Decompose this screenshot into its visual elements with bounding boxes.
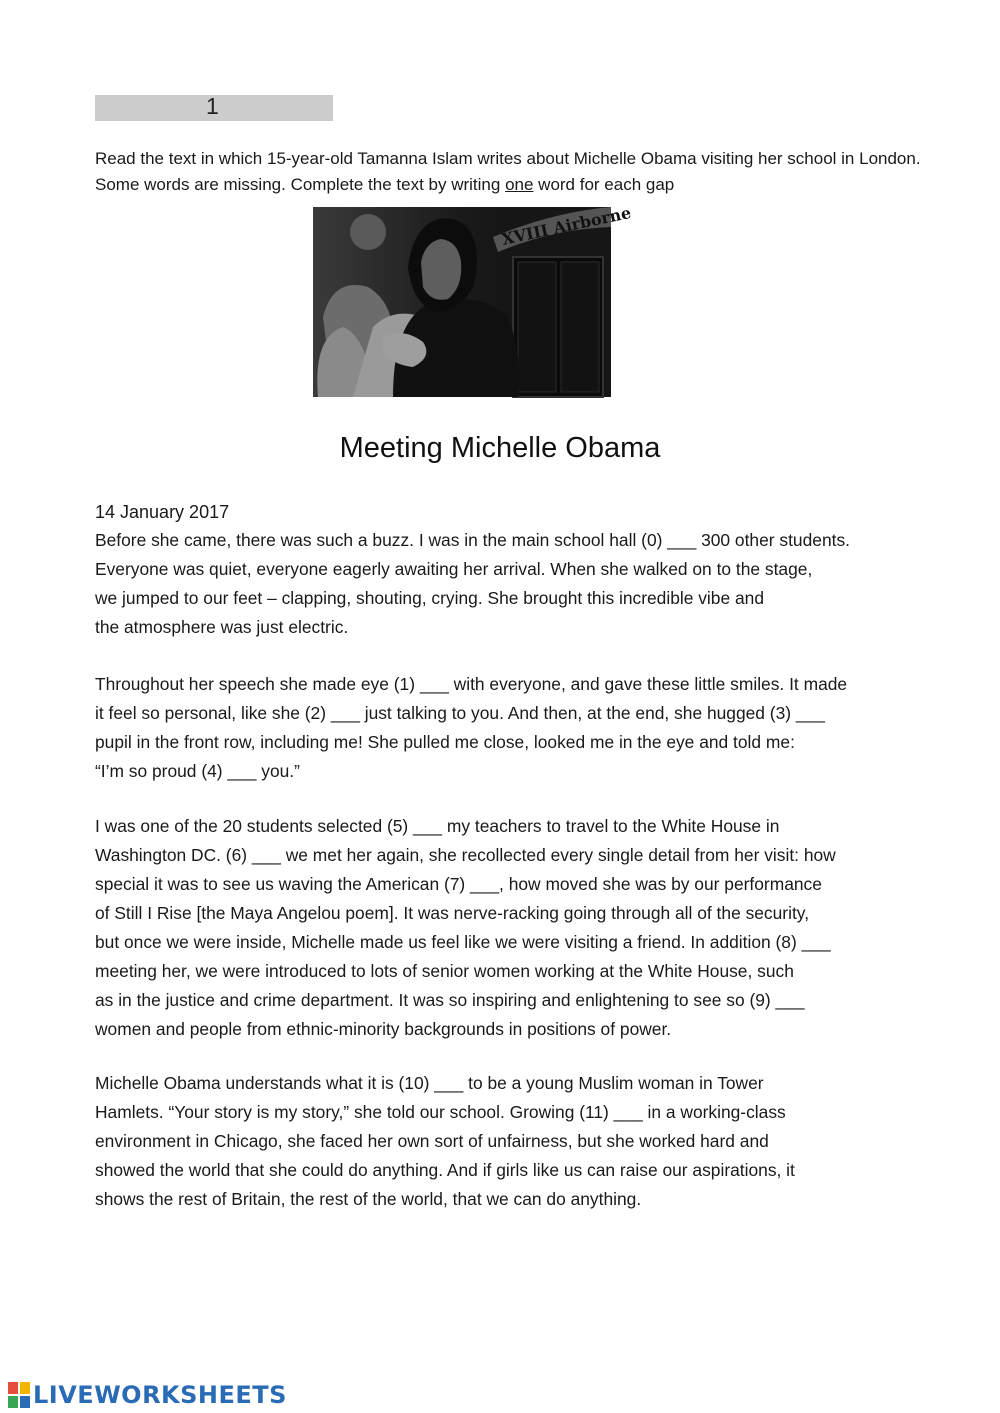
text-line: Hamlets. “Your story is my story,” she told our school. Growing (11) ___ in a working-class [95,1102,786,1122]
instructions: Read the text in which 15-year-old Tamanna Islam writes about Michelle Obama visiting her school in London. Some words are missing. Complete the text by writing one word for each gap [95,149,921,194]
text-line: environment in Chicago, she faced her own sort of unfairness, but she worked hard and [95,1131,769,1151]
text-line: “I’m so proud (4) ___ you.” [95,761,300,781]
logo-block [20,1396,30,1408]
logo-block [20,1382,30,1394]
text-line: meeting her, we were introduced to lots of senior women working at the White House, such [95,961,794,981]
text-line: but once we were inside, Michelle made us feel like we were visiting a friend. In addition (8) ___ [95,932,831,952]
exercise-number-box [95,95,333,121]
logo-blocks-icon [8,1382,30,1408]
logo-block [8,1396,18,1408]
paragraph-3 [95,812,925,1044]
text-line: Everyone was quiet, everyone eagerly awaiting her arrival. When she walked on to the stage, [95,559,813,579]
michelle-obama-photo [313,202,633,397]
paragraph-1 [95,526,925,642]
text-line: of Still I Rise [the Maya Angelou poem]. It was nerve-racking going through all of the security, [95,903,810,923]
text-line: women and people from ethnic-minority backgrounds in positions of power. [95,1019,672,1039]
text-line: Washington DC. (6) ___ we met her again, she recollected every single detail from her visit: how [95,845,836,865]
paragraph-4 [95,1069,925,1214]
article-date: 14 January 2017 [95,502,230,522]
text-line: it feel so personal, like she (2) ___ just talking to you. And then, at the end, she hugged (3) ___ [95,703,825,723]
logo-block [8,1382,18,1394]
text-line: we jumped to our feet – clapping, shouting, crying. She brought this incredible vibe and [95,588,764,608]
article-title: Meeting Michelle Obama [339,432,661,464]
exercise-number: 1 [206,93,219,119]
sign-text: XVIII Airborne [499,202,633,249]
instructions-underlined-word: one [505,175,534,194]
text-line: pupil in the front row, including me! She pulled me close, looked me in the eye and told me: [95,732,795,752]
text-line: Before she came, there was such a buzz. I was in the main school hall (0) ___ 300 other students. [95,530,850,550]
paragraph-2 [95,670,925,786]
text-line: Throughout her speech she made eye (1) ___ with everyone, and gave these little smiles. It made [95,674,848,694]
text-line: showed the world that she could do anything. And if girls like us can raise our aspirations, it [95,1160,795,1180]
text-line: shows the rest of Britain, the rest of the world, that we can do anything. [95,1189,642,1209]
liveworksheets-logo[interactable] [8,1381,287,1409]
text-line: the atmosphere was just electric. [95,617,349,637]
text-line: Michelle Obama understands what it is (10) ___ to be a young Muslim woman in Tower [95,1073,764,1093]
logo-text: LIVEWORKSHEETS [33,1381,287,1409]
text-line: I was one of the 20 students selected (5) ___ my teachers to travel to the White House in [95,816,780,836]
text-line: special it was to see us waving the American (7) ___, how moved she was by our performance [95,874,822,894]
text-line: as in the justice and crime department. It was so inspiring and enlightening to see so (9) ___ [95,990,805,1010]
